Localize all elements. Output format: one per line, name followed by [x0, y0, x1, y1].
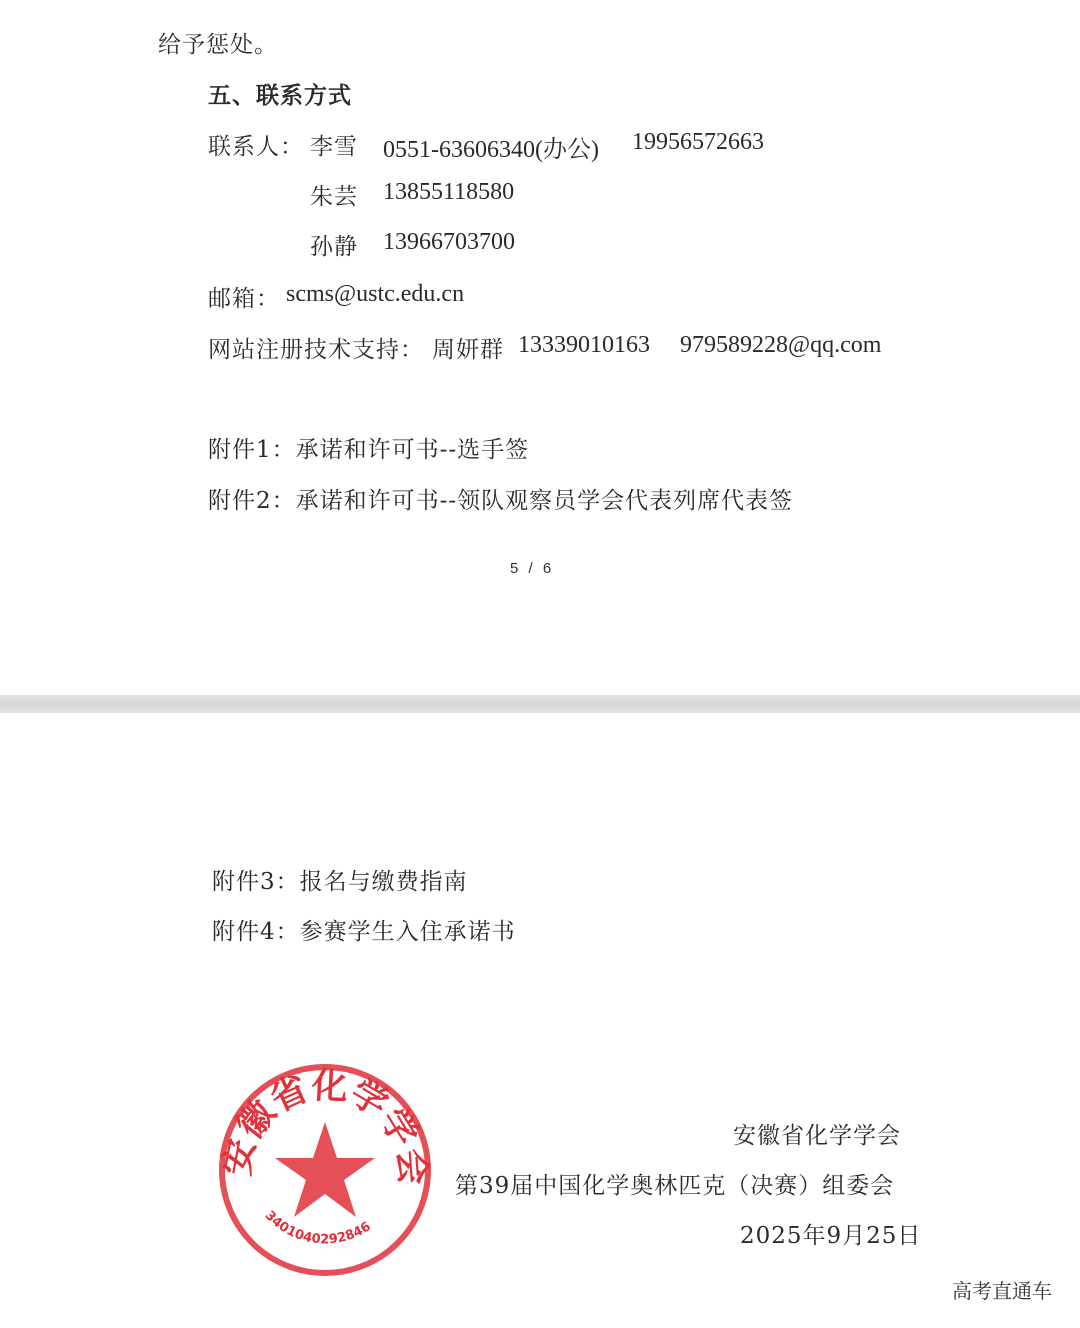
contact-name: 朱芸	[310, 184, 358, 210]
contact-label: 联系人：	[208, 134, 304, 160]
attachment-2: 附件2：承诺和许可书--领队观察员学会代表列席代表签	[208, 488, 794, 514]
attachment-3: 附件3：报名与缴费指南	[212, 869, 468, 895]
attachment-1: 附件1：承诺和许可书--选手签	[208, 437, 530, 463]
section-heading: 五、联系方式	[208, 82, 352, 109]
page-separator	[0, 695, 1080, 713]
seal-number: 3401040292846	[261, 1208, 374, 1248]
contact-mobile: 19956572663	[632, 129, 764, 155]
signature-date: 2025年9月25日	[740, 1223, 922, 1249]
tech-support-label: 网站注册技术支持：	[208, 337, 424, 363]
attachment-4: 附件4：参赛学生入住承诺书	[212, 919, 516, 945]
tech-support-email: 979589228@qq.com	[680, 332, 882, 358]
signature-committee: 第39届中国化学奥林匹克（决赛）组委会	[455, 1173, 895, 1199]
contact-phone: 13855118580	[383, 179, 515, 205]
tech-support-phone: 13339010163	[518, 332, 650, 358]
tech-support-name: 周妍群	[432, 337, 504, 363]
official-seal	[215, 1060, 435, 1280]
email-value: scms@ustc.edu.cn	[286, 281, 465, 307]
signature-org: 安徽省化学学会	[733, 1123, 901, 1149]
paragraph-end: 给予惩处。	[158, 32, 278, 58]
seal-text: 安徽省化学学会	[216, 1065, 434, 1187]
watermark: 高考直通车	[952, 1279, 1052, 1303]
page-number: 5 / 6	[510, 560, 555, 577]
contact-phone: 13966703700	[383, 229, 515, 255]
contact-name: 李雪	[310, 134, 358, 160]
email-label: 邮箱：	[208, 286, 280, 312]
contact-name: 孙静	[310, 234, 358, 260]
contact-phone: 0551-63606340(办公)	[383, 137, 599, 163]
